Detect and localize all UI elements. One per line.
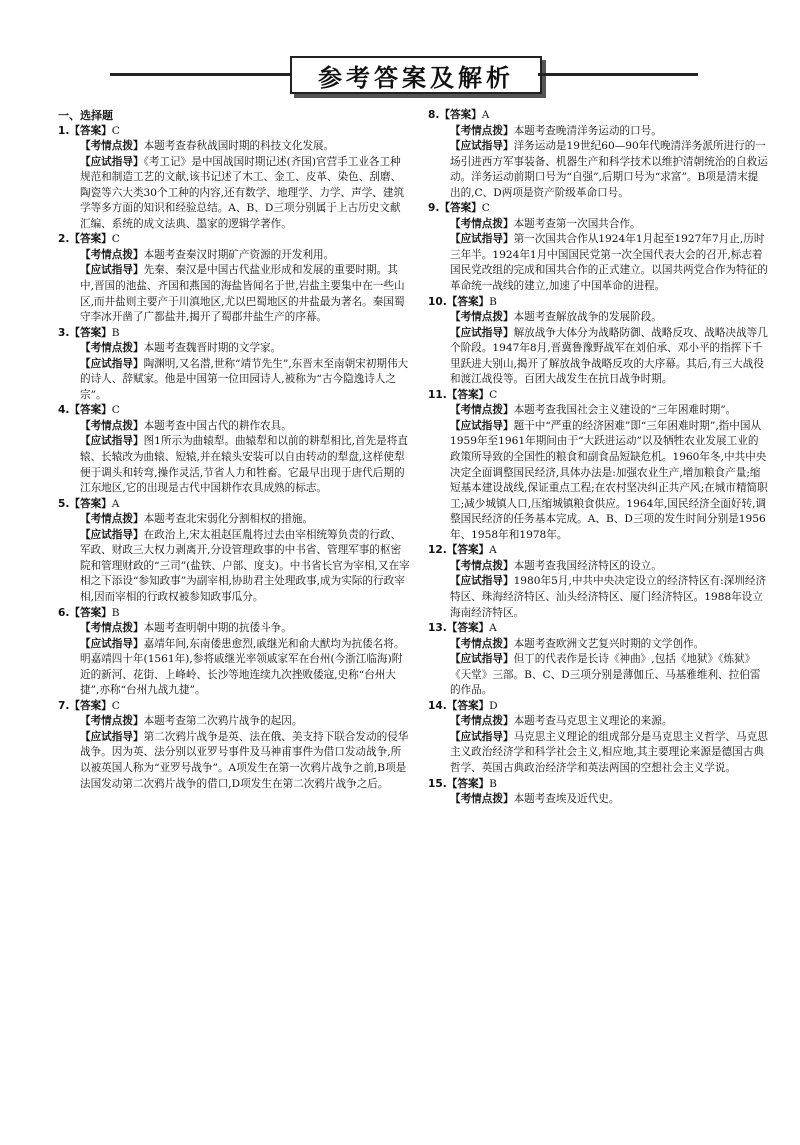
answer-line <box>428 699 768 715</box>
answer-value: C <box>111 699 120 712</box>
guide-label: 【应试指导】 <box>450 730 514 743</box>
guide-paragraph <box>58 263 410 325</box>
guide-label: 【应试指导】 <box>80 528 144 541</box>
right-question-list <box>428 108 768 808</box>
answer-label: 【答案】 <box>69 326 112 339</box>
hint-text: 本题考查第二次鸦片战争的起因。 <box>143 715 303 728</box>
answer-label: 【答案】 <box>446 777 490 790</box>
page-header-banner <box>0 52 800 96</box>
hint-text: 本题考查第一次国共合作。 <box>513 217 641 230</box>
guide-text: 在政治上,宋太祖赵匡胤将过去由宰相统筹负责的行政、军政、财政三大权力剥离开,分设管理政事的中书省、管理军事的枢密院和管理财政的“三司”(盐铁、户部、度支)。中书省长官为宰相,又在宰相之下添设“参知政事”为副宰相,协助君主处理政事,成为实际的行政宰相,因而宰相的行政权被参知政事瓜分。 <box>80 528 410 603</box>
question-item <box>428 777 768 808</box>
answer-line <box>58 497 410 513</box>
guide-text: 先秦、秦汉是中国古代盐业形成和发展的重要时期。其中,晋国的池盐、齐国和燕国的海盐皆闻名于世,岩盐主要集中在一些山区,而井盐则主要产于川滇地区,尤以巴蜀地区的井盐最为著名。秦国蜀守李冰开凿了广都盐井,揭开了蜀郡井盐生产的序幕。 <box>80 264 405 324</box>
answer-value: A <box>481 109 490 121</box>
hint-text: 本题考查魏晋时期的文学家。 <box>143 342 282 355</box>
hint-text: 本题考查北宋弱化分割相权的措施。 <box>143 513 314 526</box>
question-item <box>58 124 410 233</box>
page-title: 参考答案及解析 <box>290 56 542 94</box>
answer-value: D <box>489 699 498 712</box>
question-number: 5. <box>58 497 70 510</box>
answer-line <box>428 108 768 124</box>
answer-line <box>428 543 768 559</box>
answer-label: 【答案】 <box>69 404 112 417</box>
hint-paragraph <box>428 792 768 808</box>
guide-paragraph <box>428 419 768 543</box>
hint-label: 【考情点拨】 <box>450 124 514 137</box>
hint-text: 本题考查解放战争的发展阶段。 <box>513 311 662 324</box>
hint-paragraph <box>58 248 410 264</box>
question-number: 11. <box>428 388 447 401</box>
hint-label: 【考情点拨】 <box>80 140 144 153</box>
answer-line <box>58 606 410 622</box>
section-title: 一、选择题 <box>58 109 113 122</box>
question-item <box>58 699 410 792</box>
hint-text: 本题考查我国经济特区的设立。 <box>513 559 662 572</box>
answer-value: C <box>481 202 490 215</box>
guide-paragraph <box>58 528 410 606</box>
hint-paragraph <box>58 714 410 730</box>
question-item <box>428 388 768 543</box>
question-number: 8. <box>428 109 440 121</box>
hint-label: 【考情点拨】 <box>80 513 144 526</box>
question-item <box>58 497 410 606</box>
left-question-list <box>58 124 410 793</box>
answer-line <box>58 403 410 419</box>
guide-label: 【应试指导】 <box>450 419 514 432</box>
answer-value: A <box>111 497 120 510</box>
answer-label: 【答案】 <box>439 202 482 215</box>
question-number: 7. <box>58 699 70 712</box>
question-number: 6. <box>58 606 70 619</box>
header-rule-left <box>110 73 290 76</box>
guide-text: 图1所示为曲辕犁。曲辕犁和以前的耕犁相比,首先是将直辕、长辕改为曲辕、短辕,并在辕头安装可以自由转动的犁盘,这样使犁便于调头和转弯,操作灵活,节省人力和牲畜。它最早出现于唐代后期的江东地区,它的出现是古代中国耕作农具成熟的标志。 <box>80 435 408 495</box>
guide-text: 洋务运动是19世纪60—90年代晚清洋务派所进行的一场引进西方军事装备、机器生产和科学技术以维护清朝统治的自救运动。洋务运动前期口号为“自强”,后期口号为“求富”。B项是清末提出的,C、D两项是资产阶级革命口号。 <box>450 140 768 199</box>
hint-label: 【考情点拨】 <box>450 404 514 417</box>
answer-value: C <box>111 233 120 246</box>
hint-text: 本题考查欧洲文艺复兴时期的文学创作。 <box>513 637 705 650</box>
hint-text: 本题考查春秋战国时期的科技文化发展。 <box>143 140 335 153</box>
answer-line <box>58 232 410 248</box>
answer-label: 【答案】 <box>446 622 490 635</box>
hint-paragraph <box>428 559 768 575</box>
guide-paragraph <box>428 574 768 621</box>
answer-value: B <box>111 326 120 339</box>
guide-label: 【应试指导】 <box>80 264 144 277</box>
question-number: 3. <box>58 326 70 339</box>
guide-text: 第二次鸦片战争是英、法在俄、美支持下联合发动的侵华战争。因为英、法分别以亚罗号事件及马神甫事件为借口发动战争,所以被英国人称为“亚罗号战争”。A项发生在第一次鸦片战争之前,B项是法国发动第二次鸦片战争的借口,D项发生在第二次鸦片战争之后。 <box>80 730 409 790</box>
question-item <box>428 201 768 294</box>
question-item <box>58 232 410 325</box>
hint-label: 【考情点拨】 <box>450 217 514 230</box>
answer-label: 【答案】 <box>446 295 490 308</box>
answer-value: C <box>489 388 498 401</box>
question-item <box>58 403 410 496</box>
hint-text: 本题考查马克思主义理论的来源。 <box>513 715 673 728</box>
hint-label: 【考情点拨】 <box>450 793 514 806</box>
hint-label: 【考情点拨】 <box>450 637 514 650</box>
hint-paragraph <box>428 310 768 326</box>
hint-paragraph <box>58 419 410 435</box>
hint-paragraph <box>58 512 410 528</box>
answer-line <box>428 201 768 217</box>
guide-label: 【应试指导】 <box>450 653 514 666</box>
question-item <box>428 621 768 699</box>
question-item <box>58 606 410 699</box>
guide-text: 嘉靖年间,东南倭患愈烈,戚继光和俞大猷均为抗倭名将。明嘉靖四十年(1561年),参将戚继光率领戚家军在台州(今浙江临海)附近的新河、花街、上峰岭、长沙等地连续九次挫败倭寇,史称“台州大捷”,亦称“台州九战九捷”。 <box>80 637 405 697</box>
hint-label: 【考情点拨】 <box>450 715 514 728</box>
guide-text: 马克思主义理论的组成部分是马克思主义哲学、马克思主义政治经济学和科学社会主义,相应地,其主要理论来源是德国古典哲学、英国古典政治经济学和英法两国的空想社会主义学说。 <box>450 730 768 774</box>
guide-label: 【应试指导】 <box>450 326 514 339</box>
hint-text: 本题考查秦汉时期矿产资源的开发利用。 <box>143 248 335 261</box>
hint-paragraph <box>428 124 768 140</box>
answer-line <box>58 124 410 140</box>
question-item <box>428 108 768 201</box>
guide-paragraph <box>428 730 768 777</box>
answer-label: 【答案】 <box>446 699 490 712</box>
hint-paragraph <box>58 621 410 637</box>
guide-label: 【应试指导】 <box>450 140 514 153</box>
guide-text: 但丁的代表作是长诗《神曲》,包括《地狱》《炼狱》《天堂》三部。B、C、D三项分别是薄伽丘、马基雅维利、拉伯雷的作品。 <box>450 653 761 697</box>
answer-line <box>58 699 410 715</box>
answer-line <box>428 621 768 637</box>
right-column <box>428 108 768 808</box>
answer-label: 【答案】 <box>69 699 112 712</box>
answer-value: A <box>489 622 497 635</box>
guide-text: 解放战争大体分为战略防御、战略反攻、战略决战等几个阶段。1947年8月,晋冀鲁豫野战军在刘伯承、邓小平的指挥下千里跃进大别山,揭开了解放战争战略反攻的大序幕。其后,有三大战役和渡江战役等。百团大战发生在抗日战争时期。 <box>450 326 768 386</box>
guide-text: 题干中“严重的经济困难”即“三年困难时期”,指中国从1959年至1961年期间由于“大跃进运动”以及牺牲农业发展工业的政策所导致的全国性的粮食和副食品短缺危机。1960年冬,中共中央决定全面调整国民经济,具体办法是:加强农业生产,增加粮食产量;缩短基本建设战线,保证重点工程;在农村坚决纠正共产风;在城市精简职工;减少城镇人口,压缩城镇粮食供应。1964年,国民经济全面好转,调整国民经济的任务基本完成。A、B、D三项的发生时间分别是1956年、1958年和1978年。 <box>450 419 768 541</box>
hint-paragraph <box>58 139 410 155</box>
answer-label: 【答案】 <box>446 544 490 557</box>
hint-text: 本题考查我国社会主义建设的“三年困难时期”。 <box>513 404 737 417</box>
question-number: 1. <box>58 124 70 137</box>
hint-label: 【考情点拨】 <box>80 248 144 261</box>
guide-label: 【应试指导】 <box>450 233 514 246</box>
guide-label: 【应试指导】 <box>450 575 514 588</box>
hint-text: 本题考查明朝中期的抗倭斗争。 <box>143 622 292 635</box>
question-number: 10. <box>428 295 447 308</box>
question-number: 2. <box>58 233 70 246</box>
hint-label: 【考情点拨】 <box>450 311 514 324</box>
guide-text: 陶渊明,又名潜,世称“靖节先生”,东晋末至南朝宋初期伟大的诗人、辞赋家。他是中国第一位田园诗人,被称为“古今隐逸诗人之宗”。 <box>80 357 409 401</box>
hint-label: 【考情点拨】 <box>80 342 144 355</box>
guide-paragraph <box>58 155 410 233</box>
hint-text: 本题考查晚清洋务运动的口号。 <box>513 124 662 137</box>
answer-value: B <box>489 777 497 790</box>
answer-value: B <box>489 295 497 308</box>
question-number: 13. <box>428 622 447 635</box>
hint-text: 本题考查埃及近代史。 <box>513 793 620 806</box>
answer-label: 【答案】 <box>446 388 490 401</box>
hint-label: 【考情点拨】 <box>80 715 144 728</box>
guide-paragraph <box>428 139 768 201</box>
guide-paragraph <box>58 357 410 404</box>
guide-paragraph <box>58 434 410 496</box>
header-rule-right <box>538 73 698 76</box>
question-number: 14. <box>428 699 447 712</box>
answer-line <box>428 777 768 793</box>
hint-text: 本题考查中国古代的耕作农具。 <box>143 419 292 432</box>
guide-label: 【应试指导】 <box>80 637 144 650</box>
answer-value: C <box>111 404 120 417</box>
answer-line <box>58 326 410 342</box>
guide-label: 【应试指导】 <box>80 435 144 448</box>
guide-label: 【应试指导】 <box>80 730 144 743</box>
answer-label: 【答案】 <box>69 124 112 137</box>
question-item <box>428 295 768 388</box>
hint-label: 【考情点拨】 <box>450 559 514 572</box>
hint-paragraph <box>428 217 768 233</box>
guide-paragraph <box>58 730 410 792</box>
guide-paragraph <box>428 652 768 699</box>
guide-label: 【应试指导】 <box>80 357 144 370</box>
guide-paragraph <box>428 232 768 294</box>
question-item <box>58 326 410 404</box>
answer-value: B <box>111 606 120 619</box>
guide-text: 第一次国共合作从1924年1月起至1927年7月止,历时三年半。1924年1月中国国民党第一次全国代表大会的召开,标志着国民党改组的完成和国共合作的正式建立。以国共两党合作为特征的革命统一战线的建立,加速了中国革命的进程。 <box>450 233 768 293</box>
left-column <box>58 108 410 792</box>
question-number: 15. <box>428 777 447 790</box>
question-number: 12. <box>428 544 447 557</box>
question-item <box>428 543 768 621</box>
hint-paragraph <box>58 341 410 357</box>
hint-label: 【考情点拨】 <box>80 622 144 635</box>
answer-label: 【答案】 <box>439 109 482 121</box>
guide-text: 1980年5月,中共中央决定设立的经济特区有:深圳经济特区、珠海经济特区、汕头经济特区、厦门经济特区。1988年设立海南经济特区。 <box>450 575 767 619</box>
hint-paragraph <box>428 637 768 653</box>
answer-value: C <box>111 124 120 137</box>
question-number: 4. <box>58 404 70 417</box>
answer-value: A <box>489 544 497 557</box>
hint-label: 【考情点拨】 <box>80 419 144 432</box>
answer-line <box>428 388 768 404</box>
guide-text: 《考工记》是中国战国时期记述(齐国)官营手工业各工种规范和制造工艺的文献,该书记述了木工、金工、皮革、染色、刮磨、陶瓷等六大类30个工种的内容,还有数学、地理学、力学、声学、建筑学等多方面的知识和经验总结。A、B、D三项分别属于上古历史文献汇编、系统的成文法典、墨家的逻辑学著作。 <box>80 155 405 230</box>
guide-label: 【应试指导】 <box>80 155 144 168</box>
answer-label: 【答案】 <box>69 497 112 510</box>
guide-paragraph <box>58 637 410 699</box>
answer-label: 【答案】 <box>69 606 112 619</box>
question-item <box>428 699 768 777</box>
hint-paragraph <box>428 714 768 730</box>
answer-label: 【答案】 <box>69 233 112 246</box>
question-number: 9. <box>428 202 440 215</box>
guide-paragraph <box>428 326 768 388</box>
hint-paragraph <box>428 403 768 419</box>
answer-line <box>428 295 768 311</box>
